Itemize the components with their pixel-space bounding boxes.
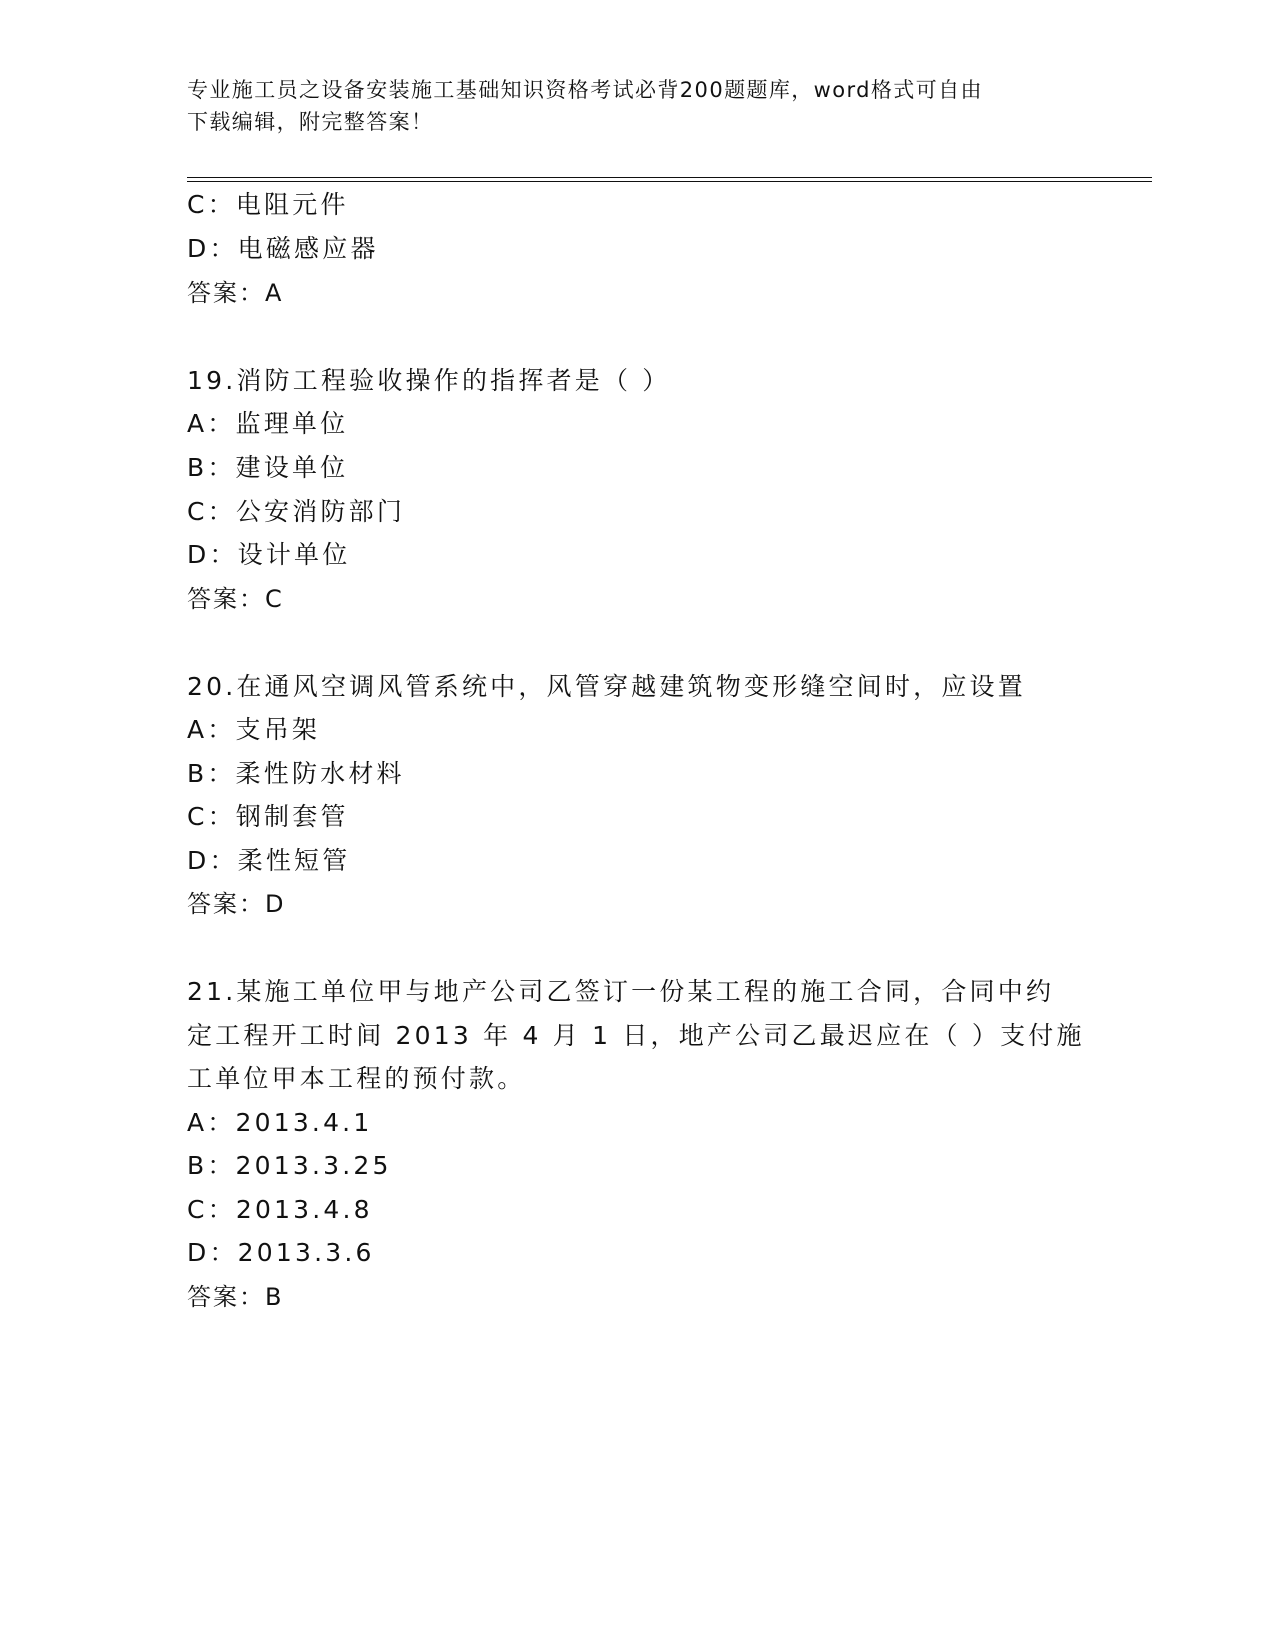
- q19-option-a: A：监理单位: [187, 409, 349, 438]
- q19-option-b: B：建设单位: [187, 453, 349, 482]
- q21-question-line-3: 工单位甲本工程的预付款。: [187, 1064, 526, 1093]
- document-header: [187, 74, 1087, 138]
- header-rule-bottom: [187, 181, 1152, 182]
- header-rule-top: [187, 177, 1152, 178]
- q18-option-c: C：电阻元件: [187, 190, 349, 219]
- q19-option-c: C：公安消防部门: [187, 497, 406, 526]
- q21-question-line-2: 定工程开工时间 2013 年 4 月 1 日，地产公司乙最迟应在（ ）支付施: [187, 1021, 1085, 1050]
- q21-option-c: C：2013.4.8: [187, 1195, 373, 1224]
- q21-option-a: A：2013.4.1: [187, 1108, 373, 1137]
- q19-question: 19.消防工程验收操作的指挥者是（ ）: [187, 366, 671, 395]
- q20-option-a: A：支吊架: [187, 715, 321, 744]
- q21-answer: 答案：B: [187, 1283, 284, 1311]
- header-line-1: 专业施工员之设备安装施工基础知识资格考试必背200题题库，word格式可自由: [187, 78, 983, 102]
- q19-answer: 答案：C: [187, 585, 284, 613]
- header-line-2: 下载编辑，附完整答案！: [187, 110, 434, 134]
- q21-option-b: B：2013.3.25: [187, 1151, 392, 1180]
- q20-answer: 答案：D: [187, 890, 286, 918]
- q20-option-d: D：柔性短管: [187, 846, 351, 875]
- q21-option-d: D：2013.3.6: [187, 1238, 375, 1267]
- q18-answer: 答案：A: [187, 279, 284, 307]
- q20-question: 20.在通风空调风管系统中，风管穿越建筑物变形缝空间时，应设置: [187, 672, 1026, 701]
- q20-option-c: C：钢制套管: [187, 802, 349, 831]
- q21-question-line-1: 21.某施工单位甲与地产公司乙签订一份某工程的施工合同，合同中约: [187, 977, 1055, 1006]
- q19-option-d: D：设计单位: [187, 540, 351, 569]
- q18-option-d: D：电磁感应器: [187, 234, 379, 263]
- q20-option-b: B：柔性防水材料: [187, 759, 405, 788]
